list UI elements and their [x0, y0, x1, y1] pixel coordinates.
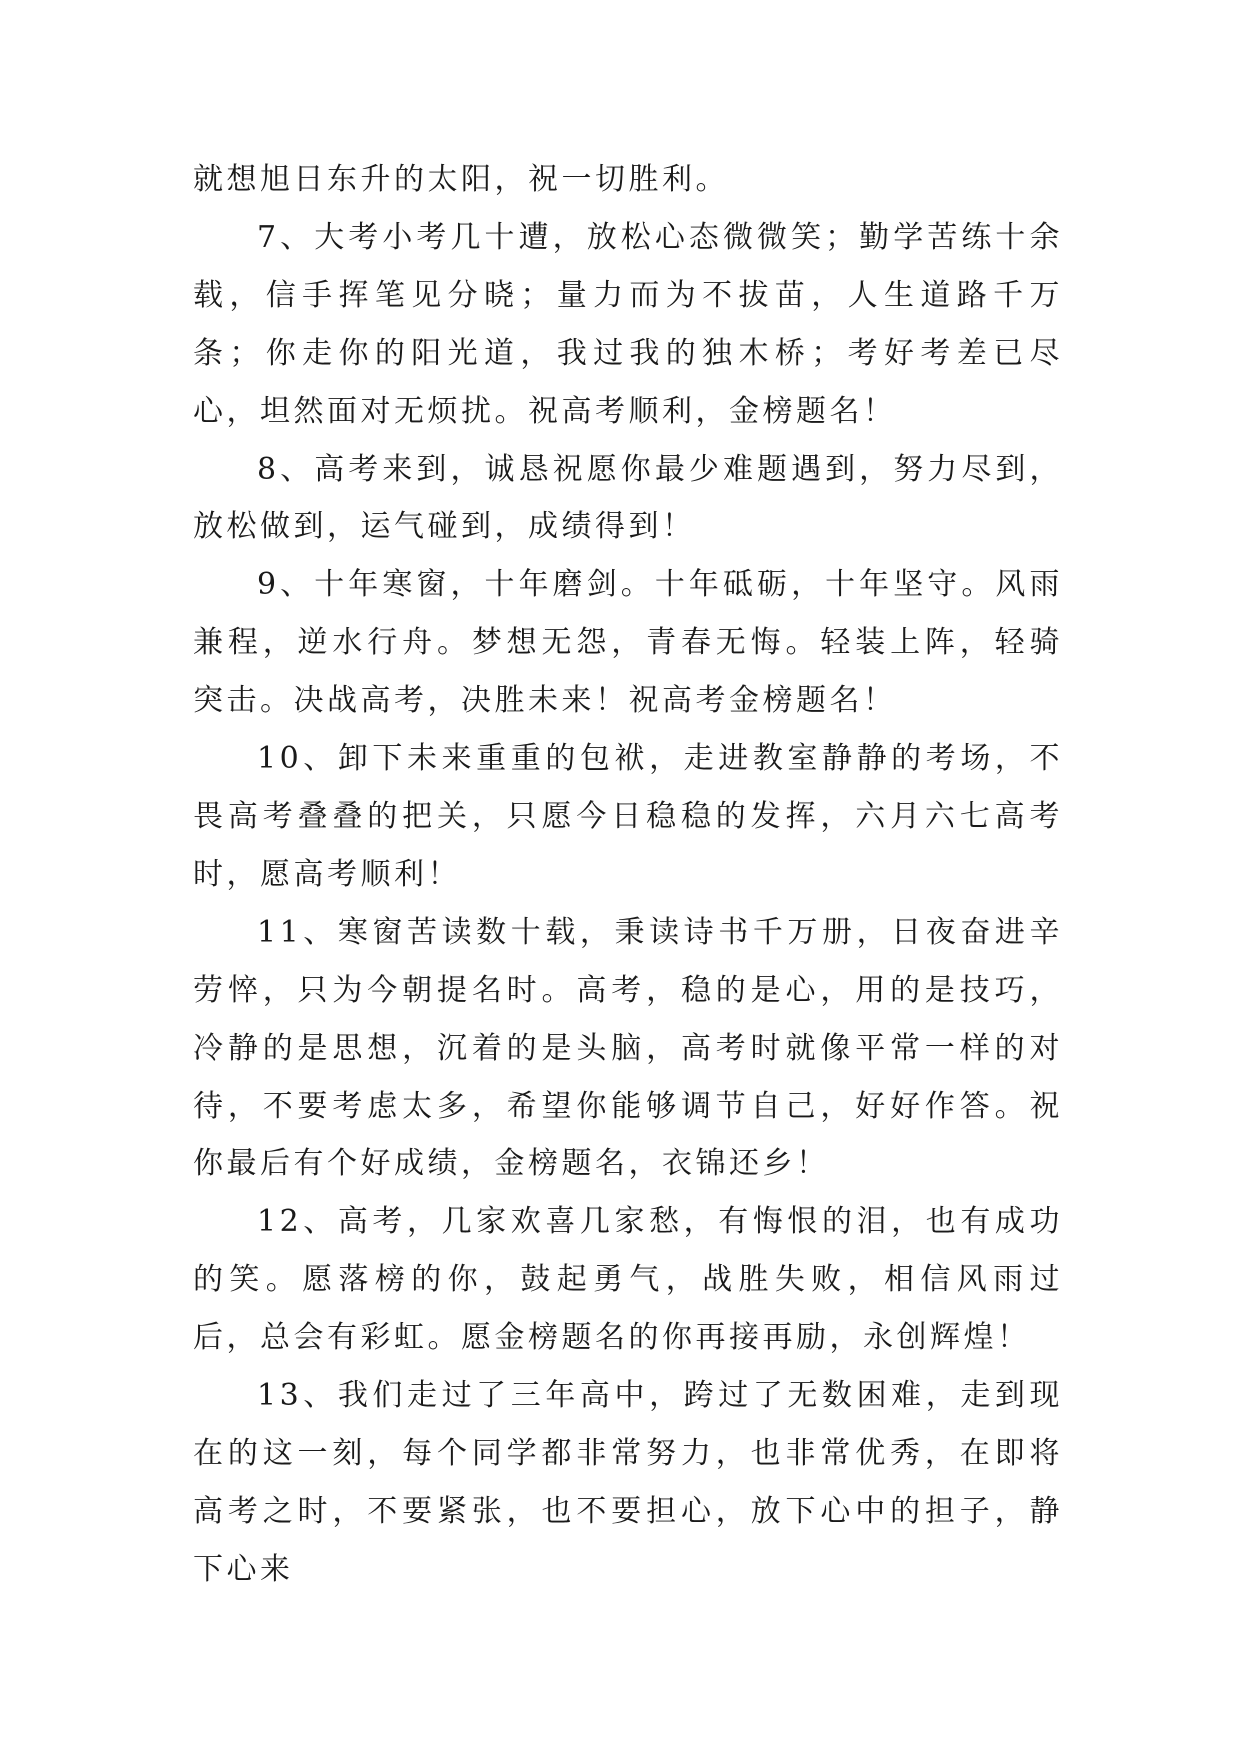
paragraph-item-7: 7、大考小考几十遭，放松心态微微笑；勤学苦练十余载，信手挥笔见分晓；量力而为不拔苗，人生道路千万条；你走你的阳光道，我过我的独木桥；考好考差已尽心，坦然面对无烦扰。祝高考顺利，金榜题名！: [193, 219, 1063, 429]
paragraph-item-12: 12、高考，几家欢喜几家愁，有悔恨的泪，也有成功的笑。愿落榜的你，鼓起勇气，战胜失败，相信风雨过后，总会有彩虹。愿金榜题名的你再接再励，永创辉煌！: [193, 1204, 1063, 1356]
paragraph-continuation: 就想旭日东升的太阳，祝一切胜利。: [193, 162, 729, 197]
paragraph-item-8: 8、高考来到，诚恳祝愿你最少难题遇到，努力尽到，放松做到，运气碰到，成绩得到！: [193, 451, 1063, 545]
document-body: [193, 151, 1063, 1599]
paragraph-item-13: 13、我们走过了三年高中，跨过了无数困难，走到现在的这一刻，每个同学都非常努力，也非常优秀，在即将高考之时，不要紧张，也不要担心，放下心中的担子，静下心来: [193, 1378, 1063, 1587]
paragraph-item-9: 9、十年寒窗，十年磨剑。十年砥砺，十年坚守。风雨兼程，逆水行舟。梦想无怨，青春无悔。轻装上阵，轻骑突击。决战高考，决胜未来！祝高考金榜题名！: [193, 567, 1063, 719]
paragraph-item-10: 10、卸下未来重重的包袱，走进教室静静的考场，不畏高考叠叠的把关，只愿今日稳稳的发挥，六月六七高考时，愿高考顺利！: [193, 741, 1063, 892]
paragraph-item-11: 11、寒窗苦读数十载，秉读诗书千万册，日夜奋进辛劳悴，只为今朝提名时。高考，稳的是心，用的是技巧，冷静的是思想，沉着的是头脑，高考时就像平常一样的对待，不要考虑太多，希望你能够调节自己，好好作答。祝你最后有个好成绩，金榜题名，衣锦还乡！: [193, 914, 1063, 1182]
